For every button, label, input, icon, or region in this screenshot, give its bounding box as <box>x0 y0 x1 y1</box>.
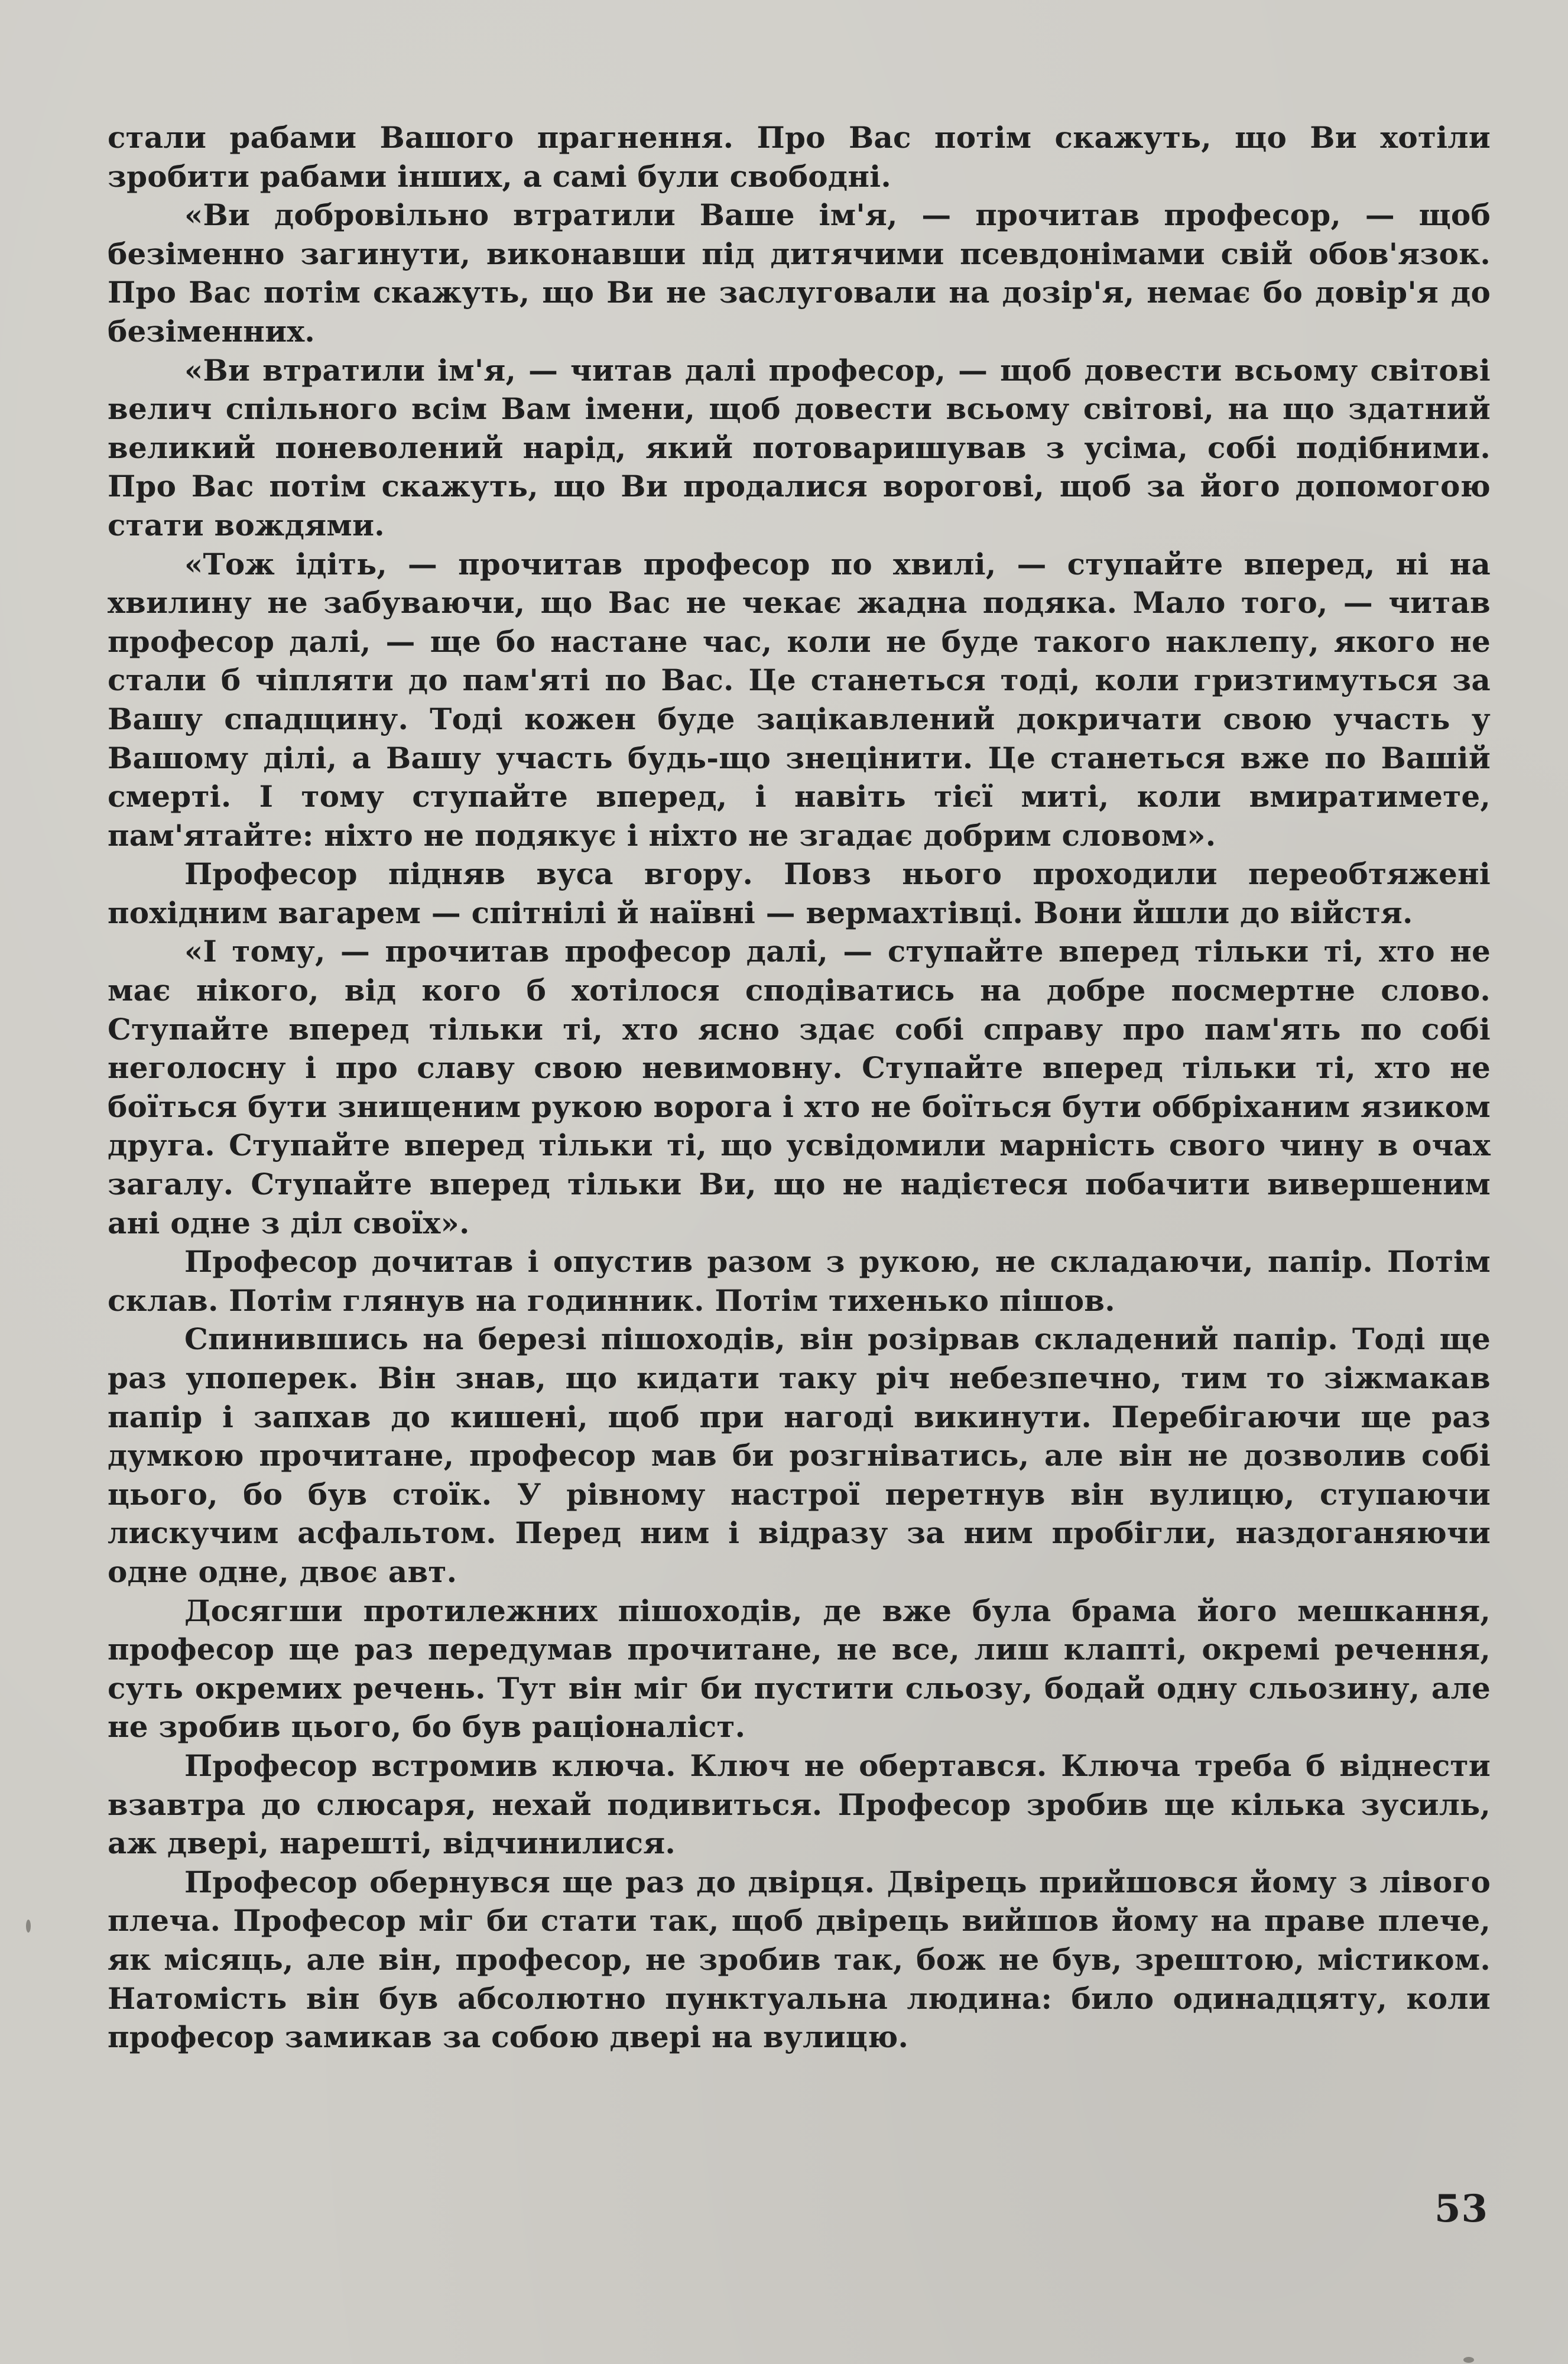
paragraph-5: Професор підняв вуса вгору. Повз нього проходили переобтяжені похідним вагарем — спітнілі й наївні — вермахтівці. Вони йшли до війстя. <box>108 856 1491 930</box>
paragraph-2: «Ви добровільно втратили Ваше ім'я, — прочитав професор, — щоб безіменно загинути, виконавши під дитячими псевдонімами свій обов'язок. Про Вас потім скажуть, що Ви не заслуговали на дозір'я, немає бо довір'я до безіменних. <box>108 197 1491 349</box>
paragraph-6: «І тому, — прочитав професор далі, — ступайте вперед тільки ті, хто не має нікого, від кого б хотілося сподіватись на добре посмертне слово. Ступайте вперед тільки ті, хто ясно здає собі справу про пам'ять по собі неголосну і про славу свою невимовну. Ступайте вперед тільки ті, хто не боїться бути знищеним рукою ворога і хто не боїться бути оббріханим язиком друга. Ступайте вперед тільки ті, що усвідомили марність свого чину в очах загалу. Ступайте вперед тільки Ви, що не надієтеся побачити вивершеним ані одне з діл своїх». <box>108 934 1491 1241</box>
paragraph-4: «Тож ідіть, — прочитав професор по хвилі, — ступайте вперед, ні на хвилину не забуваючи, що Вас не чекає жадна подяка. Мало того, — читав професор далі, — ще бо настане час, коли не буде такого наклепу, якого не стали б чіпляти до пам'яті по Вас. Це станеться тоді, коли гризтимуться за Вашу спадщину. Тоді кожен буде зацікавлений докричати свою участь у Вашому ділі, а Вашу участь будь-що знецінити. Це станеться вже по Вашій смерті. І тому ступайте вперед, і навіть тієї миті, коли вмиратимете, пам'ятайте: ніхто не подякує і ніхто не згадає добрим словом». <box>108 546 1491 853</box>
body-text <box>108 118 1491 2057</box>
paper-speck <box>1463 2357 1474 2363</box>
paragraph-7: Професор дочитав і опустив разом з рукою, не складаючи, папір. Потім склав. Потім глянув на годинник. Потім тихенько пішов. <box>108 1244 1491 1318</box>
paper-speck <box>26 1920 31 1933</box>
page-number: 53 <box>1434 2187 1488 2231</box>
paragraph-1: стали рабами Вашого прагнення. Про Вас потім скажуть, що Ви хотіли зробити рабами інших, а самі були свободні. <box>108 120 1491 194</box>
paragraph-9: Досягши протилежних пішоходів, де вже була брама його мешкання, професор ще раз передумав прочитане, не все, лиш клапті, окремі речення, суть окремих речень. Тут він міг би пустити сльозу, бодай одну сльозину, але не зробив цього, бо був раціоналіст. <box>108 1593 1491 1745</box>
paragraph-3: «Ви втратили ім'я, — читав далі професор, — щоб довести всьому світові велич спільного всім Вам імени, щоб довести всьому світові, на що здатний великий поневолений нарід, який потоваришував з усіма, собі подібними. Про Вас потім скажуть, що Ви продалися ворогові, щоб за його допомогою стати вождями. <box>108 352 1491 543</box>
paragraph-11: Професор обернувся ще раз до двірця. Двірець прийшовся йому з лівого плеча. Професор міг би стати так, щоб двірець вийшов йому на праве плече, як місяць, але він, професор, не зробив так, бож не був, зрештою, містиком. Натомість він був абсолютно пунктуальна людина: било одинадцяту, коли професор замикав за собою двері на вулицю. <box>108 1864 1491 2055</box>
paragraph-8: Спинившись на березі пішоходів, він розірвав складений папір. Тоді ще раз упоперек. Він знав, що кидати таку річ небезпечно, тим то зіжмакав папір і запхав до кишені, щоб при нагоді викинути. Перебігаючи ще раз думкою прочитане, професор мав би розгніватись, але він не дозволив собі цього, бо був стоїк. У рівному настрої перетнув він вулицю, ступаючи лискучим асфальтом. Перед ним і відразу за ним пробігли, наздоганяючи одне одне, двоє авт. <box>108 1321 1491 1589</box>
paragraph-10: Професор встромив ключа. Ключ не обертався. Ключа треба б віднести взавтра до слюсаря, нехай подивиться. Професор зробив ще кілька зусиль, аж двері, нарешті, відчинилися. <box>108 1748 1491 1861</box>
